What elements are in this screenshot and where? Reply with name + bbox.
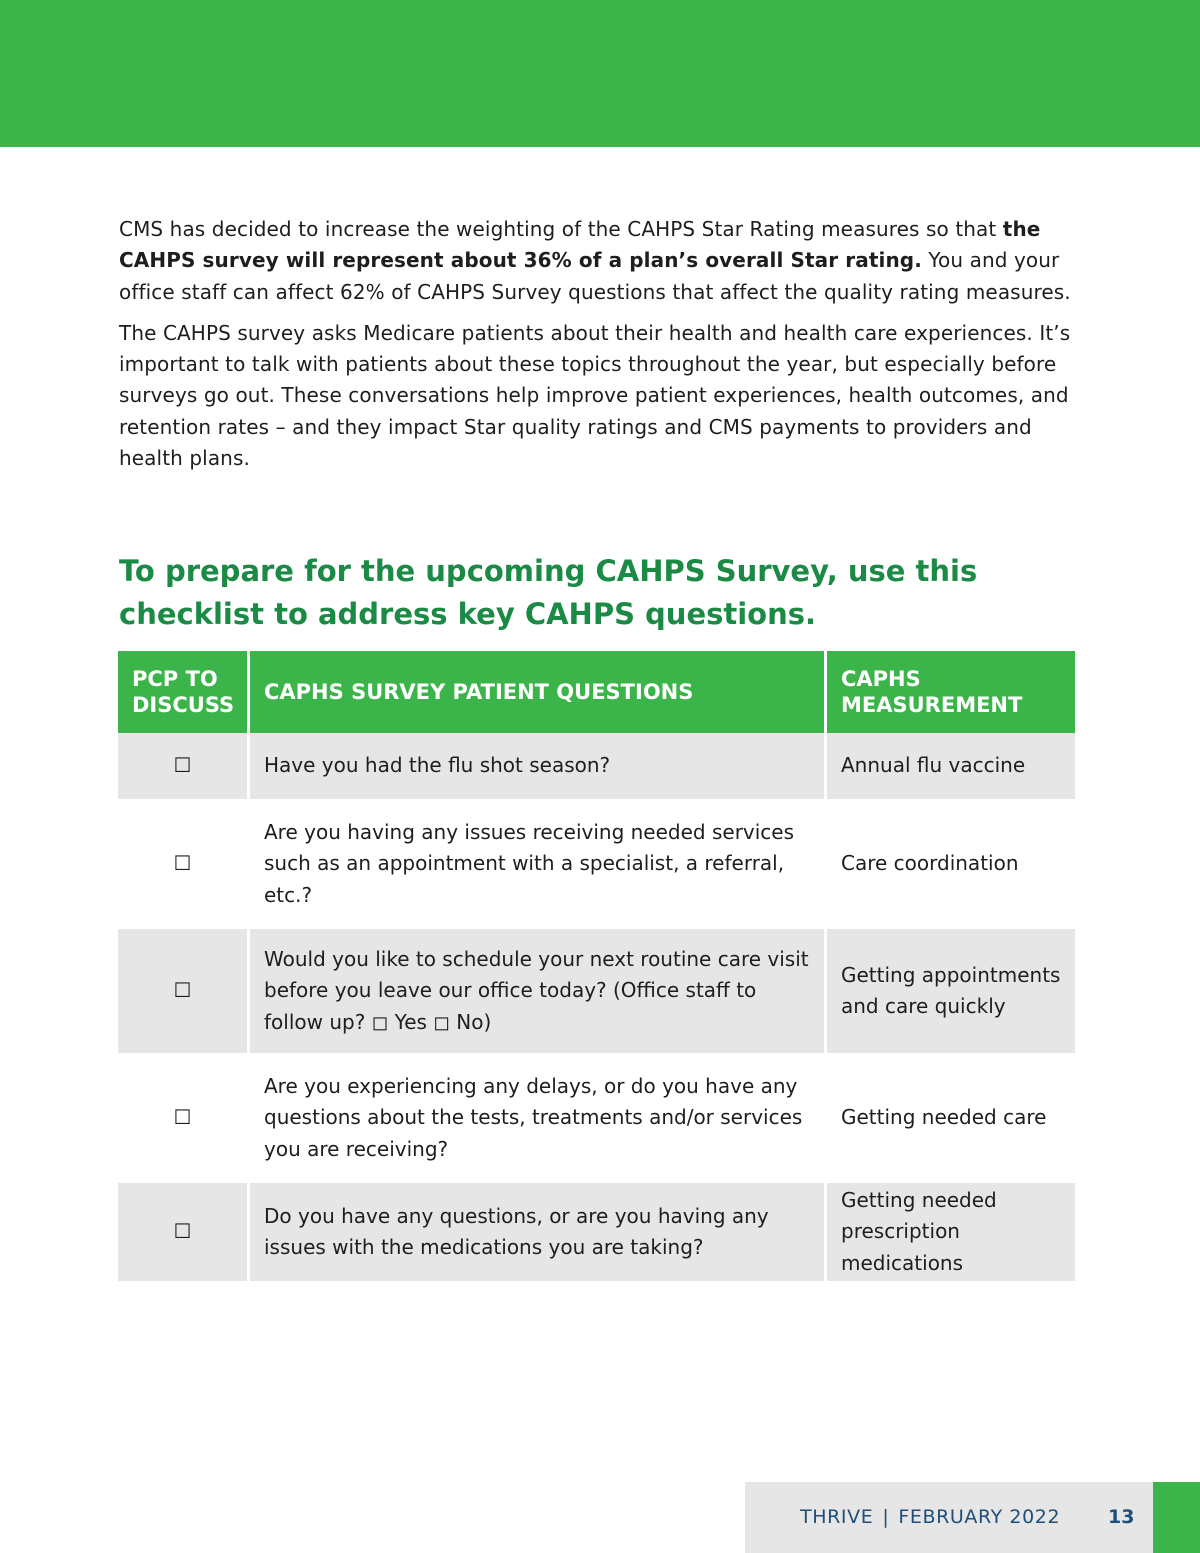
footer-accent-block [1153, 1482, 1200, 1553]
intro-paragraph-2: The CAHPS survey asks Medicare patients about their health and health care experiences. It’s important to talk with patients about these topics throughout the year, but especially before surveys go out. These conversations help improve patient experiences, health outcomes, and retention rates – and they impact Star quality ratings and CMS payments to providers and health plans. [119, 320, 1071, 471]
intro-p1-after: You and your office staff can affect 62% of CAHPS Survey questions that affect the quality rating measures. [119, 248, 1071, 304]
checkbox-care-coordination[interactable]: ☐ [118, 799, 250, 929]
intro-paragraph-1 [119, 214, 1079, 308]
footer-issue: FEBRUARY 2022 [898, 1506, 1061, 1528]
page-number: 13 [1108, 1506, 1135, 1528]
checkbox-flu-shot[interactable]: ☐ [118, 733, 250, 799]
header-measurement: CAPHS MEASUREMENT [827, 651, 1075, 733]
checkbox-routine-care[interactable]: ☐ [118, 929, 250, 1053]
measurement-cell: Getting appointments and care quickly [827, 929, 1075, 1053]
intro-p1-before: CMS has decided to increase the weighting of the CAHPS Star Rating measures so that [119, 217, 1003, 241]
table-header-row [118, 651, 1075, 733]
footer-publication-line [800, 1503, 1060, 1531]
footer-separator: | [882, 1506, 890, 1528]
header-pcp-to-discuss: PCP TO DISCUSS [118, 651, 250, 733]
measurement-cell: Care coordination [827, 799, 1075, 929]
table-row [118, 1183, 1075, 1281]
table-row [118, 799, 1075, 929]
checkbox-needed-care[interactable]: ☐ [118, 1053, 250, 1183]
footer-publication: THRIVE [800, 1506, 874, 1528]
checkbox-medications[interactable]: ☐ [118, 1183, 250, 1281]
intro-p1-bold: the CAHPS survey will represent about 36% of a plan’s overall Star rating. [119, 217, 1041, 273]
question-cell: Do you have any questions, or are you having any issues with the medications you are taking? [250, 1183, 827, 1281]
measurement-cell: Annual flu vaccine [827, 733, 1075, 799]
checklist-table [118, 651, 1075, 1281]
measurement-cell: Getting needed care [827, 1053, 1075, 1183]
question-cell: Have you had the flu shot season? [250, 733, 827, 799]
question-cell: Would you like to schedule your next routine care visit before you leave our office today? (Office staff to follow up? ◻ Yes ◻ No) [250, 929, 827, 1053]
intro-section [119, 214, 1079, 484]
table-row [118, 1053, 1075, 1183]
question-cell: Are you having any issues receiving needed services such as an appointment with a specialist, a referral, etc.? [250, 799, 827, 929]
table-row [118, 929, 1075, 1053]
table-row [118, 733, 1075, 799]
header-band [0, 0, 1200, 147]
header-survey-questions: CAPHS SURVEY PATIENT QUESTIONS [250, 651, 827, 733]
question-cell: Are you experiencing any delays, or do you have any questions about the tests, treatments and/or services you are receiving? [250, 1053, 827, 1183]
checklist-heading: To prepare for the upcoming CAHPS Survey, use this checklist to address key CAHPS questions. [119, 554, 978, 631]
measurement-cell: Getting needed prescription medications [827, 1183, 1075, 1281]
